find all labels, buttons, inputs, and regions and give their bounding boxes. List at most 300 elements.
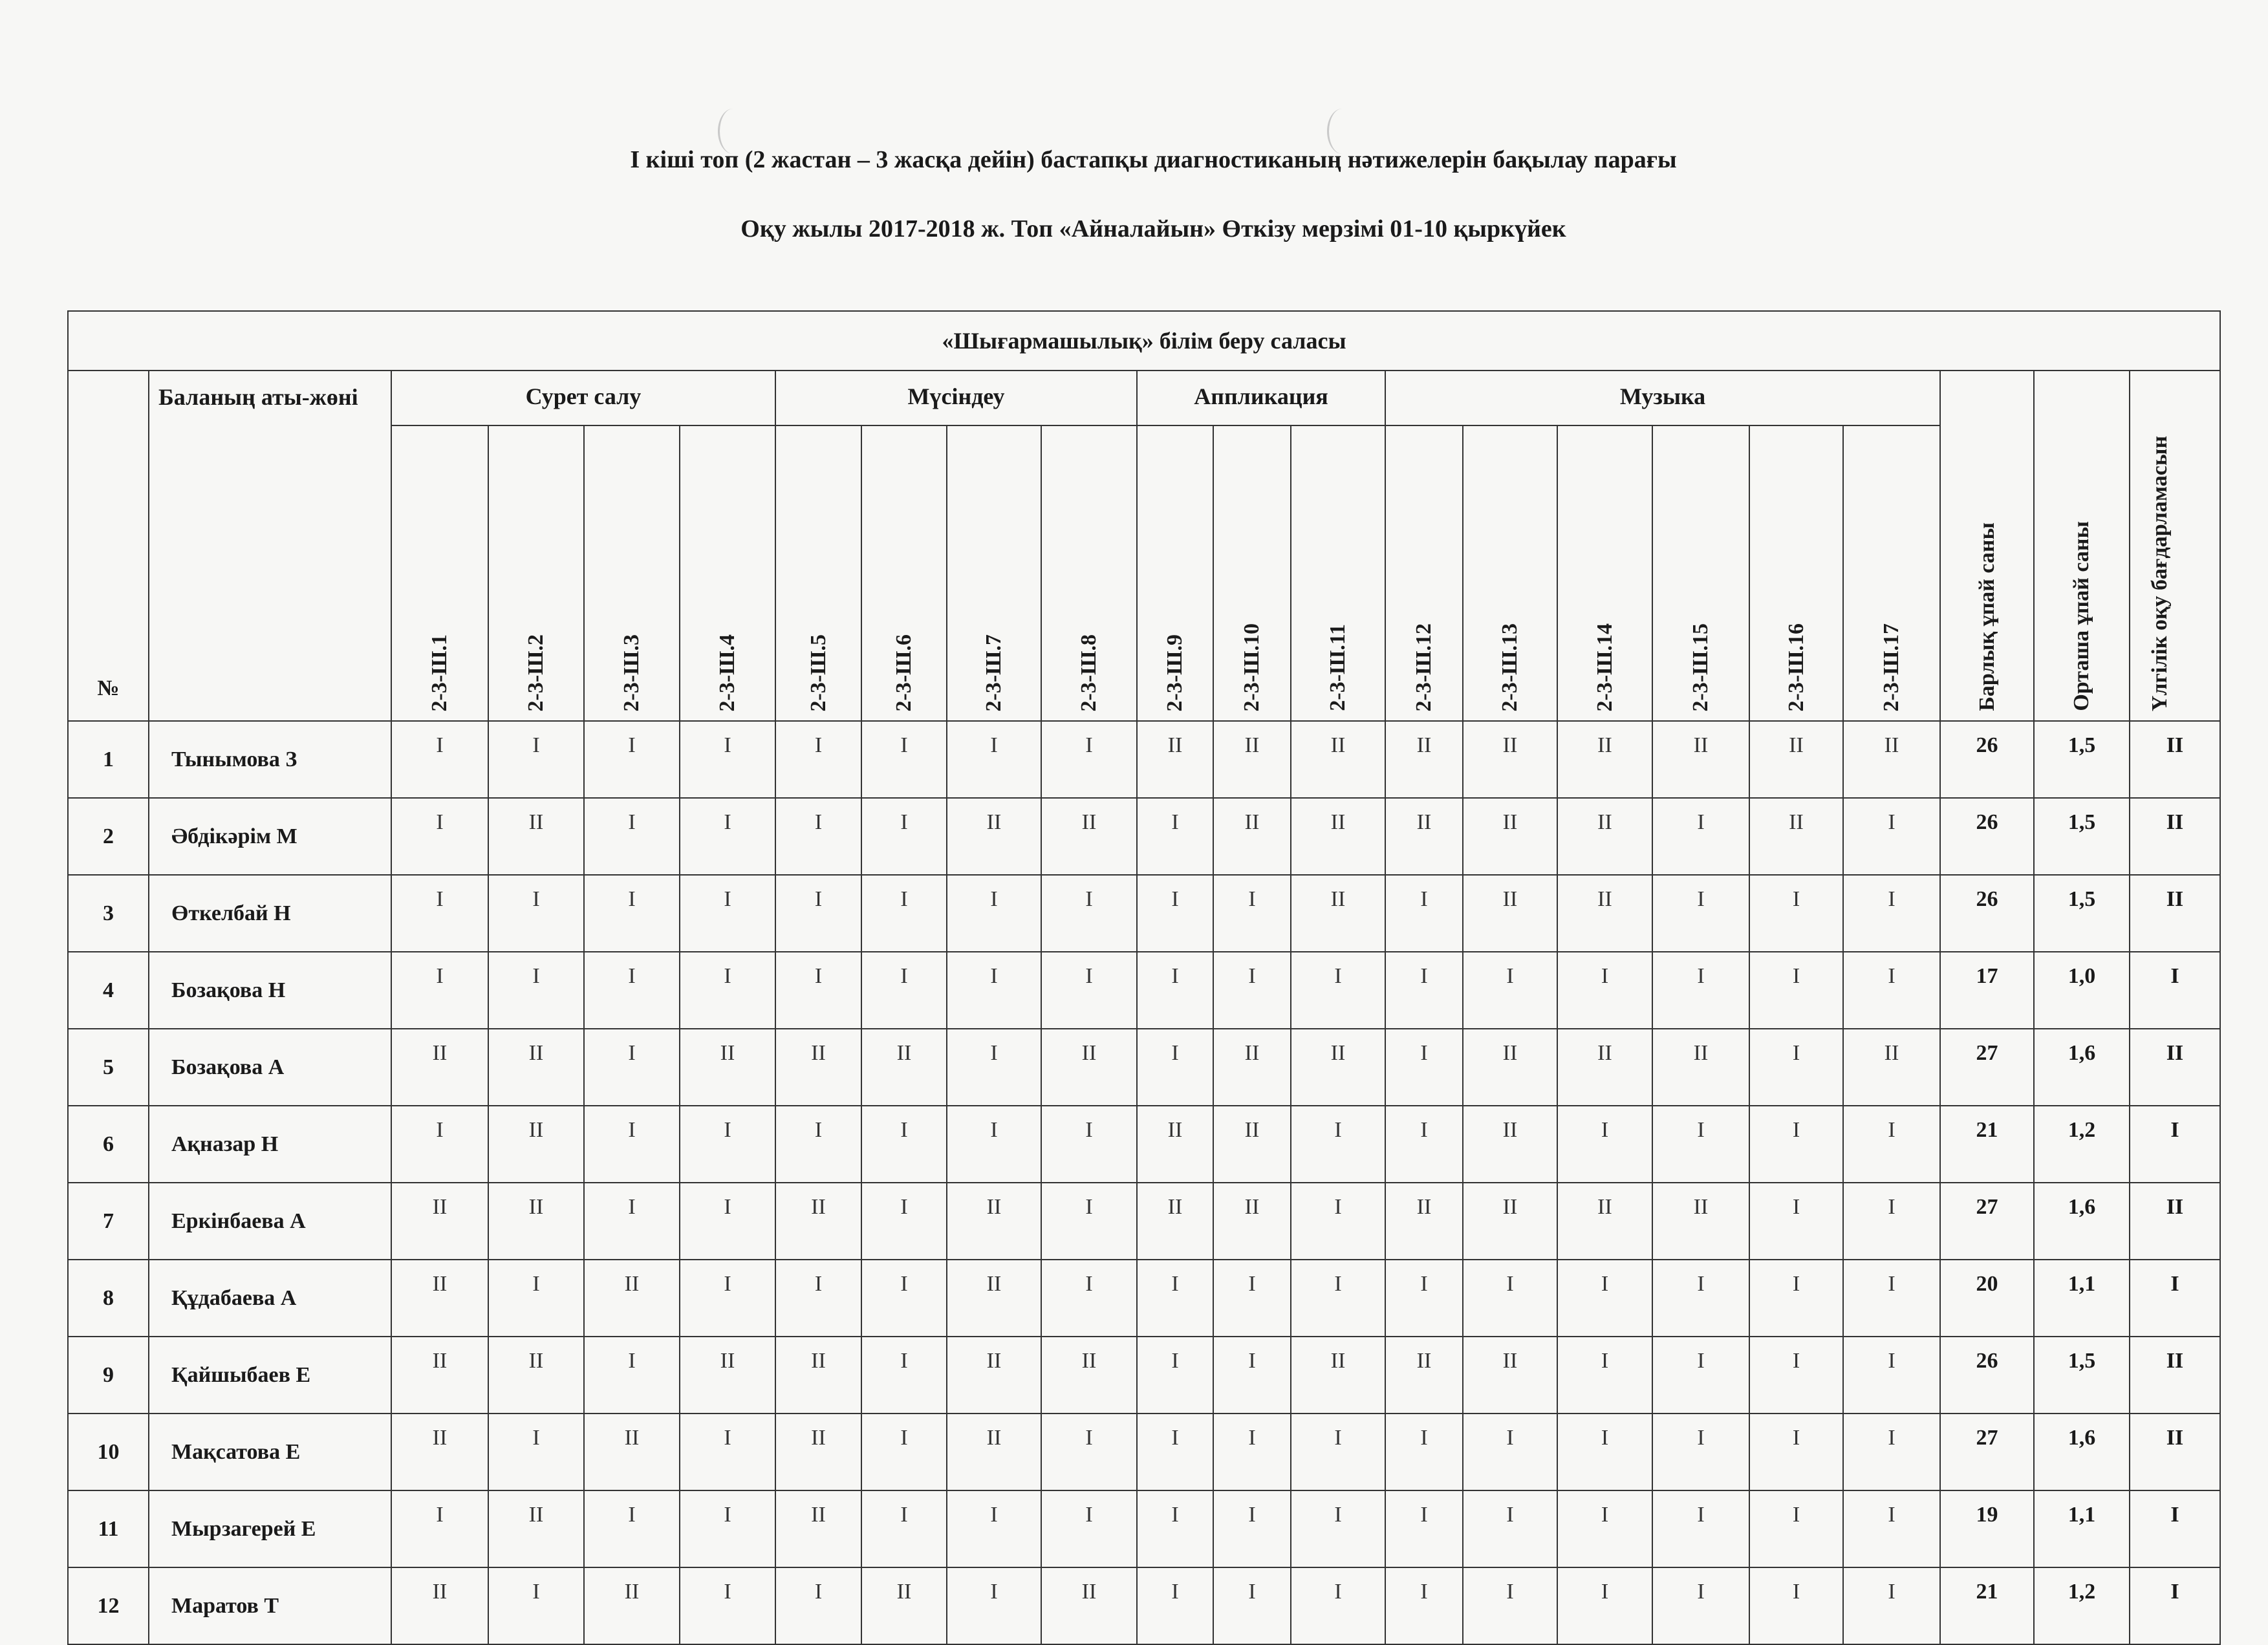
table-row [68,721,2220,798]
level-cell: I [1843,1567,1940,1644]
level-cell: II [775,1414,861,1490]
level-cell: II [1213,721,1291,798]
level-cell: I [861,952,947,1029]
program-level: I [2130,952,2220,1029]
program-level: II [2130,1029,2220,1106]
level-cell: I [1843,952,1940,1029]
level-cell: I [1749,952,1843,1029]
level-cell: II [1291,798,1385,875]
level-cell: I [488,1414,584,1490]
total-score: 27 [1940,1183,2034,1260]
row-number: 4 [68,952,149,1029]
average-score: 1,6 [2034,1183,2130,1260]
level-cell: II [488,1106,584,1183]
level-cell: I [1557,952,1652,1029]
level-cell: I [584,1490,680,1567]
level-cell: I [861,1260,947,1337]
level-cell: II [680,1337,775,1414]
average-score: 1,5 [2034,721,2130,798]
level-cell: I [947,1567,1041,1644]
level-cell: I [861,875,947,952]
program-level: I [2130,1567,2220,1644]
level-cell: I [1843,1183,1940,1260]
level-cell: I [1137,1567,1213,1644]
level-cell: II [584,1414,680,1490]
level-cell: I [861,1183,947,1260]
level-cell: I [391,721,488,798]
level-cell: I [1652,875,1749,952]
level-cell: I [1041,1414,1137,1490]
level-cell: I [1041,875,1137,952]
level-cell: I [1749,1567,1843,1644]
program-level: II [2130,1414,2220,1490]
level-cell: I [1749,1106,1843,1183]
level-cell: I [947,952,1041,1029]
level-cell: I [391,875,488,952]
level-cell: II [391,1337,488,1414]
level-cell: II [1213,798,1291,875]
level-cell: I [1652,1567,1749,1644]
level-cell: I [680,875,775,952]
level-cell: II [1463,1183,1557,1260]
level-cell: I [680,798,775,875]
level-cell: I [488,1260,584,1337]
average-score: 1,5 [2034,875,2130,952]
level-cell: II [1463,1106,1557,1183]
level-cell: I [1843,1260,1940,1337]
level-cell: I [1213,1567,1291,1644]
level-cell: II [1041,798,1137,875]
level-cell: I [680,721,775,798]
row-number: 6 [68,1106,149,1183]
level-cell: I [1463,1260,1557,1337]
punch-hole-mark [1327,109,1357,154]
level-cell: II [488,1337,584,1414]
level-cell: I [1137,952,1213,1029]
level-cell: I [680,1490,775,1567]
row-number: 3 [68,875,149,952]
level-cell: I [1843,1106,1940,1183]
table-row [68,1260,2220,1337]
criterion-code: 2-3-Ш.4 [680,425,775,721]
level-cell: I [1291,1106,1385,1183]
level-cell: I [1557,1567,1652,1644]
child-name: Тынымова З [149,721,391,798]
level-cell: I [680,1106,775,1183]
level-cell: II [1385,1337,1463,1414]
level-cell: I [1137,1029,1213,1106]
child-name: Құдабаева А [149,1260,391,1337]
level-cell: II [947,1414,1041,1490]
level-cell: II [488,1029,584,1106]
criterion-code: 2-3-Ш.17 [1843,425,1940,721]
level-cell: II [1385,721,1463,798]
level-cell: I [1652,1260,1749,1337]
level-cell: I [947,1029,1041,1106]
level-cell: II [1557,798,1652,875]
group-modeling: Мүсіндеу [775,371,1137,425]
level-cell: I [680,1183,775,1260]
level-cell: I [680,1260,775,1337]
criterion-code: 2-3-Ш.13 [1463,425,1557,721]
level-cell: I [391,1106,488,1183]
level-cell: I [1843,1490,1940,1567]
level-cell: I [584,875,680,952]
level-cell: I [861,1106,947,1183]
level-cell: I [1463,1414,1557,1490]
child-name: Өткелбай Н [149,875,391,952]
level-cell: II [1385,798,1463,875]
diagnostics-table [67,310,2221,1645]
level-cell: II [1041,1337,1137,1414]
level-cell: I [488,721,584,798]
level-cell: II [1749,798,1843,875]
level-cell: I [1652,798,1749,875]
criterion-code: 2-3-Ш.1 [391,425,488,721]
level-cell: II [1213,1183,1291,1260]
child-name: Маратов Т [149,1567,391,1644]
level-cell: I [391,952,488,1029]
level-cell: II [1652,1029,1749,1106]
level-cell: I [391,1490,488,1567]
total-score: 26 [1940,721,2034,798]
level-cell: II [1557,875,1652,952]
program-level: II [2130,1337,2220,1414]
criterion-code: 2-3-Ш.6 [861,425,947,721]
criterion-code: 2-3-Ш.11 [1291,425,1385,721]
child-name: Бозақова Н [149,952,391,1029]
level-cell: II [1137,721,1213,798]
average-score: 1,1 [2034,1490,2130,1567]
level-cell: I [861,1414,947,1490]
level-cell: I [584,1337,680,1414]
criterion-code: 2-3-Ш.12 [1385,425,1463,721]
criterion-code: 2-3-Ш.10 [1213,425,1291,721]
average-score: 1,5 [2034,798,2130,875]
level-cell: I [1652,1337,1749,1414]
level-cell: I [1557,1106,1652,1183]
total-score: 19 [1940,1490,2034,1567]
level-cell: I [1137,875,1213,952]
level-cell: I [1213,1260,1291,1337]
level-cell: I [584,1106,680,1183]
table-row [68,1567,2220,1644]
level-cell: II [947,798,1041,875]
level-cell: I [584,721,680,798]
row-number: 1 [68,721,149,798]
program-level: I [2130,1490,2220,1567]
level-cell: I [1385,1029,1463,1106]
level-cell: II [391,1414,488,1490]
table-row [68,1029,2220,1106]
total-score: 20 [1940,1260,2034,1337]
level-cell: II [861,1567,947,1644]
row-number: 9 [68,1337,149,1414]
total-score: 17 [1940,952,2034,1029]
level-cell: I [1652,1414,1749,1490]
child-name: Бозақова А [149,1029,391,1106]
level-cell: I [1291,952,1385,1029]
average-score: 1,2 [2034,1106,2130,1183]
level-cell: I [1385,1106,1463,1183]
level-cell: II [488,1490,584,1567]
sheet-subtitle: Оқу жылы 2017-2018 ж. Топ «Айналайын» Өткізу мерзімі 01-10 қыркүйек [740,215,1566,242]
level-cell: I [1749,875,1843,952]
level-cell: II [1041,1567,1137,1644]
level-cell: I [947,1106,1041,1183]
average-score: 1,6 [2034,1414,2130,1490]
row-number: 5 [68,1029,149,1106]
level-cell: II [1652,1183,1749,1260]
level-cell: II [947,1337,1041,1414]
level-cell: I [1041,1490,1137,1567]
group-music: Музыка [1385,371,1940,425]
level-cell: I [391,798,488,875]
level-cell: I [1041,1260,1137,1337]
table-row [68,952,2220,1029]
level-cell: I [1137,1337,1213,1414]
level-cell: II [1213,1106,1291,1183]
column-number: № [68,371,149,721]
level-cell: I [1137,1490,1213,1567]
total-score: 26 [1940,1337,2034,1414]
level-cell: I [680,952,775,1029]
level-cell: I [1843,798,1940,875]
level-cell: I [1291,1183,1385,1260]
level-cell: II [1291,875,1385,952]
level-cell: I [1843,1414,1940,1490]
level-cell: I [861,798,947,875]
level-cell: II [488,798,584,875]
level-cell: II [488,1183,584,1260]
level-cell: I [1843,1337,1940,1414]
level-cell: I [775,1106,861,1183]
program-level: I [2130,1106,2220,1183]
program-level: II [2130,875,2220,952]
level-cell: II [775,1183,861,1260]
level-cell: I [1385,875,1463,952]
criterion-code: 2-3-Ш.15 [1652,425,1749,721]
level-cell: II [775,1029,861,1106]
program-level: II [2130,1183,2220,1260]
level-cell: II [947,1183,1041,1260]
level-cell: II [1463,875,1557,952]
level-cell: I [1041,1183,1137,1260]
level-cell: I [1137,798,1213,875]
level-cell: I [1137,1260,1213,1337]
level-cell: I [1652,1490,1749,1567]
level-cell: I [1652,1106,1749,1183]
level-cell: II [1463,1337,1557,1414]
level-cell: II [1385,1183,1463,1260]
level-cell: I [584,952,680,1029]
section-title: «Шығармашылық» білім беру саласы [68,311,2220,371]
row-number: 11 [68,1490,149,1567]
child-name: Әбдікәрім М [149,798,391,875]
level-cell: I [1652,952,1749,1029]
total-score: 27 [1940,1414,2034,1490]
level-cell: I [1557,1260,1652,1337]
level-cell: I [584,798,680,875]
criterion-code: 2-3-Ш.7 [947,425,1041,721]
row-number: 2 [68,798,149,875]
child-name: Мақсатова Е [149,1414,391,1490]
level-cell: I [1213,1490,1291,1567]
total-score: 26 [1940,875,2034,952]
average-score: 1,0 [2034,952,2130,1029]
level-cell: I [861,721,947,798]
level-cell: II [391,1183,488,1260]
level-cell: I [775,798,861,875]
level-cell: II [947,1260,1041,1337]
level-cell: I [947,721,1041,798]
criterion-code: 2-3-Ш.8 [1041,425,1137,721]
level-cell: I [775,875,861,952]
level-cell: I [1041,952,1137,1029]
level-cell: I [861,1337,947,1414]
row-number: 8 [68,1260,149,1337]
column-average: Орташа ұпай саны [2034,371,2130,721]
total-score: 21 [1940,1567,2034,1644]
level-cell: II [1213,1029,1291,1106]
child-name: Ақназар Н [149,1106,391,1183]
level-cell: I [1749,1337,1843,1414]
level-cell: II [1557,1183,1652,1260]
level-cell: I [1463,1490,1557,1567]
level-cell: I [947,875,1041,952]
level-cell: I [1041,1106,1137,1183]
level-cell: I [1291,1567,1385,1644]
level-cell: I [1385,1490,1463,1567]
criterion-code: 2-3-Ш.14 [1557,425,1652,721]
level-cell: II [775,1490,861,1567]
criterion-code: 2-3-Ш.9 [1137,425,1213,721]
criterion-code: 2-3-Ш.5 [775,425,861,721]
level-cell: II [584,1260,680,1337]
level-cell: I [1843,875,1940,952]
average-score: 1,6 [2034,1029,2130,1106]
punch-hole-mark [718,109,748,154]
level-cell: II [1291,1029,1385,1106]
sheet-title: І кіші топ (2 жастан – 3 жасқа дейін) бастапқы диагностиканың нәтижелерін бақылау парағы [630,146,1677,173]
table-row [68,798,2220,875]
level-cell: I [775,952,861,1029]
table-row [68,1414,2220,1490]
child-name: Мырзагерей Е [149,1490,391,1567]
column-name: Баланың аты-жөні [149,371,391,721]
average-score: 1,1 [2034,1260,2130,1337]
level-cell: I [680,1414,775,1490]
level-cell: I [584,1029,680,1106]
level-cell: I [1213,875,1291,952]
table-row [68,1337,2220,1414]
level-cell: I [1463,952,1557,1029]
level-cell: II [680,1029,775,1106]
level-cell: I [861,1490,947,1567]
level-cell: I [1749,1183,1843,1260]
row-number: 12 [68,1567,149,1644]
level-cell: II [1557,721,1652,798]
group-drawing: Сурет салу [391,371,775,425]
column-total: Барлық ұпай саны [1940,371,2034,721]
child-name: Қайшыбаев Е [149,1337,391,1414]
level-cell: I [488,952,584,1029]
average-score: 1,2 [2034,1567,2130,1644]
level-cell: II [1137,1183,1213,1260]
level-cell: I [947,1490,1041,1567]
level-cell: I [488,1567,584,1644]
row-number: 7 [68,1183,149,1260]
level-cell: II [391,1567,488,1644]
child-name: Еркінбаева А [149,1183,391,1260]
total-score: 26 [1940,798,2034,875]
criterion-code: 2-3-Ш.2 [488,425,584,721]
level-cell: II [1843,1029,1940,1106]
level-cell: I [1557,1337,1652,1414]
level-cell: I [775,721,861,798]
level-cell: II [1463,1029,1557,1106]
level-cell: II [861,1029,947,1106]
level-cell: II [1137,1106,1213,1183]
level-cell: I [584,1183,680,1260]
level-cell: II [584,1567,680,1644]
level-cell: I [1213,1414,1291,1490]
level-cell: I [680,1567,775,1644]
level-cell: I [1557,1490,1652,1567]
level-cell: I [1137,1414,1213,1490]
table-row [68,875,2220,952]
level-cell: I [1041,721,1137,798]
total-score: 21 [1940,1106,2034,1183]
level-cell: II [1291,721,1385,798]
level-cell: I [775,1260,861,1337]
level-cell: II [1652,721,1749,798]
level-cell: II [1843,721,1940,798]
level-cell: II [1557,1029,1652,1106]
level-cell: I [1749,1260,1843,1337]
level-cell: II [1291,1337,1385,1414]
group-applique: Аппликация [1137,371,1385,425]
level-cell: I [1213,952,1291,1029]
level-cell: II [1463,721,1557,798]
level-cell: I [488,875,584,952]
level-cell: I [1749,1414,1843,1490]
table-row [68,1490,2220,1567]
criterion-code: 2-3-Ш.16 [1749,425,1843,721]
average-score: 1,5 [2034,1337,2130,1414]
row-number: 10 [68,1414,149,1490]
level-cell: II [391,1260,488,1337]
level-cell: I [1385,1260,1463,1337]
level-cell: II [775,1337,861,1414]
level-cell: I [1557,1414,1652,1490]
level-cell: I [775,1567,861,1644]
level-cell: II [1749,721,1843,798]
column-level: Үлгілік оқу бағдарламасын [2130,371,2220,721]
program-level: I [2130,1260,2220,1337]
level-cell: I [1291,1490,1385,1567]
program-level: II [2130,721,2220,798]
level-cell: I [1213,1337,1291,1414]
criterion-code: 2-3-Ш.3 [584,425,680,721]
program-level: II [2130,798,2220,875]
level-cell: I [1385,952,1463,1029]
table-row [68,1183,2220,1260]
level-cell: I [1291,1260,1385,1337]
level-cell: II [391,1029,488,1106]
level-cell: I [1385,1567,1463,1644]
level-cell: II [1041,1029,1137,1106]
